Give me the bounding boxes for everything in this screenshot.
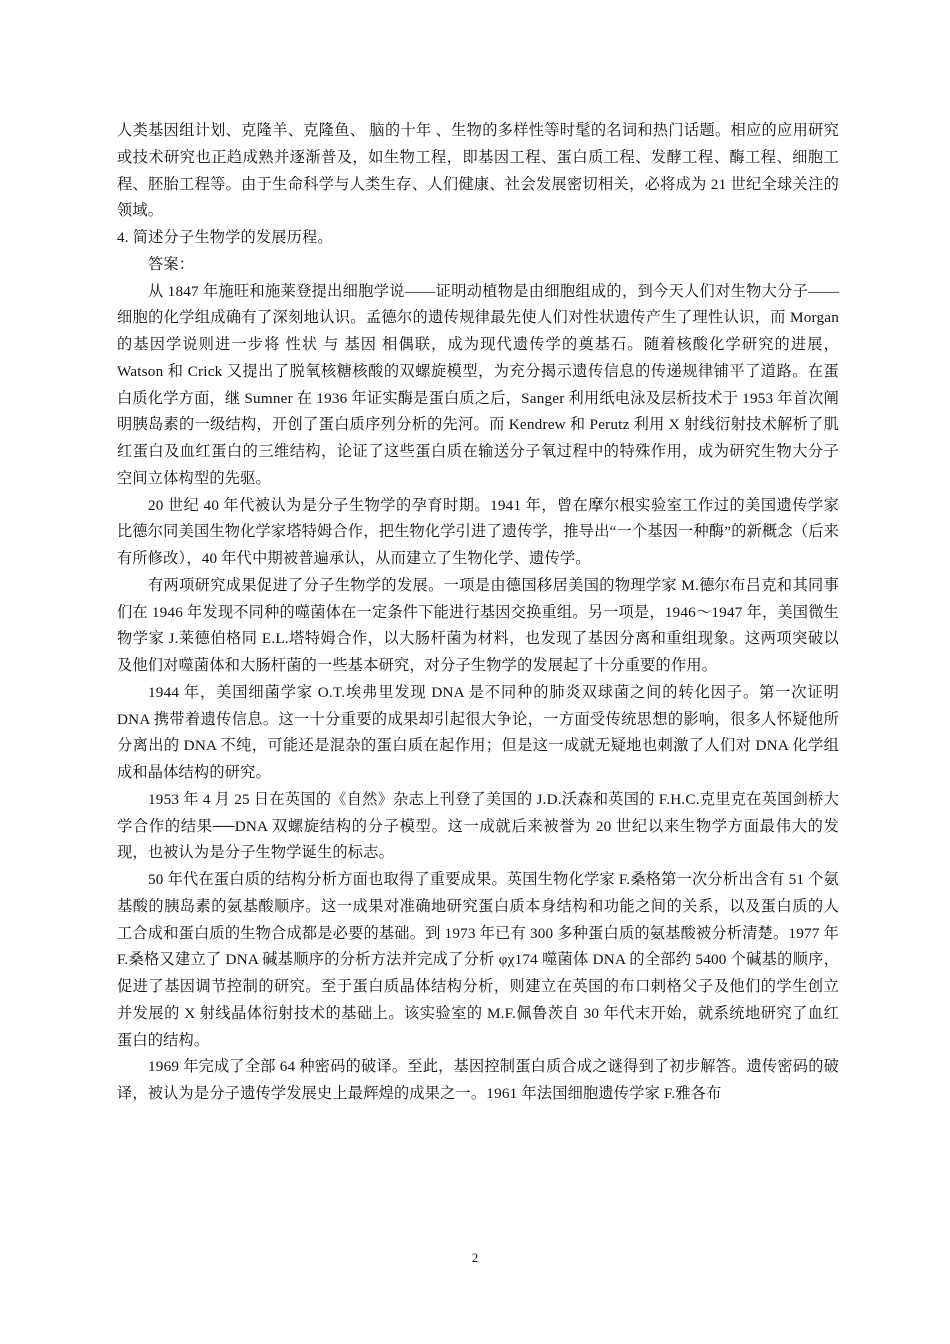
- paragraph-cell-theory: 从 1847 年施旺和施莱登提出细胞学说——证明动植物是由细胞组成的，到今天人们对生物大分子——细胞的化学组成确有了深刻地认识。孟德尔的遗传规律最先使人们对性状遗传产生了理性认识，而 Morgan 的基因学说则进一步将 性状 与 基因 相偶联，成为现代遗传学的奠基石。随着核酸化学研究的进展，Watson 和 Crick 又提出了脱氧核糖核酸的双螺旋模型，为充分揭示遗传信息的传递规律铺平了道路。在蛋白质化学方面，继 Sumner 在 1936 年证实酶是蛋白质之后，Sanger 利用纸电泳及层析技术于 1953 年首次阐明胰岛素的一级结构，开创了蛋白质序列分析的先河。而 Kendrew 和 Perutz 利用 X 射线衍射技术解析了肌红蛋白及血红蛋白的三维结构，论证了这些蛋白质在输送分子氧过程中的特殊作用，成为研究生物大分子空间立体构型的先驱。: [117, 282, 839, 487]
- paragraph-1940s: 20 世纪 40 年代被认为是分子生物学的孕育时期。1941 年，曾在摩尔根实验室工作过的美国遗传学家比德尔同美国生物化学家塔特姆合作，把生物化学引进了遗传学，推导出“一个基因一种酶”的新概念（后来有所修改），40 年代中期被普遍承认，从而建立了生物化学、遗传学。: [117, 496, 839, 567]
- paragraph-1969: 1969 年完成了全部 64 种密码的破译。至此，基因控制蛋白质合成之谜得到了初步解答。遗传密码的破译，被认为是分子遗传学发展史上最辉煌的成果之一。1961 年法国细胞遗传学家 F.雅各布: [117, 1058, 839, 1102]
- paragraph-continuation: 人类基因组计划、克隆羊、克隆鱼、 脑的十年 、生物的多样性等时髦的名词和热门话题。相应的应用研究或技术研究也正趋成熟并逐渐普及，如生物工程，即基因工程、蛋白质工程、发酵工程、酶工程、细胞工程、胚胎工程等。由于生命科学与人类生存、人们健康、社会发展密切相关，必将成为 21 世纪全球关注的领域。: [117, 122, 839, 220]
- document-body: [117, 118, 839, 1108]
- paragraph-1944: 1944 年，美国细菌学家 O.T.埃弗里发现 DNA 是不同种的肺炎双球菌之间的转化因子。第一次证明 DNA 携带着遗传信息。这一十分重要的成果却引起很大争论，一方面受传统思想的影响，很多人怀疑他所分离出的 DNA 不纯，可能还是混杂的蛋白质在起作用；但是这一成就无疑地也刺激了人们对 DNA 化学组成和晶体结构的研究。: [117, 683, 839, 781]
- answer-label: 答案：: [148, 255, 195, 273]
- paragraph-1950s-protein: 50 年代在蛋白质的结构分析方面也取得了重要成果。英国生物化学家 F.桑格第一次分析出含有 51 个氨基酸的胰岛素的氨基酸顺序。这一成果对准确地研究蛋白质本身结构和功能之间的关系，以及蛋白质的人工合成和蛋白质的生物合成都是必要的基础。到 1973 年已有 300 多种蛋白质的氨基酸被分析清楚。1977 年 F.桑格又建立了 DNA 碱基顺序的分析方法并完成了分析 φχ174 噬菌体 DNA 的全部约 5400 个碱基的顺序，促进了基因调节控制的研究。至于蛋白质晶体结构分析，则建立在英国的布口剌格父子及他们的学生创立并发展的 X 射线晶体衍射技术的基础上。该实验室的 M.F.佩鲁茨自 30 年代末开始，就系统地研究了血红蛋白的结构。: [117, 871, 839, 1049]
- paragraph-1953: 1953 年 4 月 25 日在英国的《自然》杂志上刊登了美国的 J.D.沃森和英国的 F.H.C.克里克在英国剑桥大学合作的结果──DNA 双螺旋结构的分子模型。这一成就后来被誉为 20 世纪以来生物学方面最伟大的发现，也被认为是分子生物学诞生的标志。: [117, 790, 839, 862]
- paragraph-two-results: 有两项研究成果促进了分子生物学的发展。一项是由德国移居美国的物理学家 M.德尔布吕克和其同事们在 1946 年发现不同种的噬菌体在一定条件下能进行基因交换重组。另一项是，1946～1947 年，美国微生物学家 J.莱德伯格同 E.L.塔特姆合作，以大肠杆菌为材料，也发现了基因分离和重组现象。这两项突破以及他们对噬菌体和大肠杆菌的一些基本研究，对分子生物学的发展起了十分重要的作用。: [117, 576, 839, 674]
- page-number: 2: [471, 1250, 479, 1265]
- question-heading: 4. 简述分子生物学的发展历程。: [117, 229, 333, 246]
